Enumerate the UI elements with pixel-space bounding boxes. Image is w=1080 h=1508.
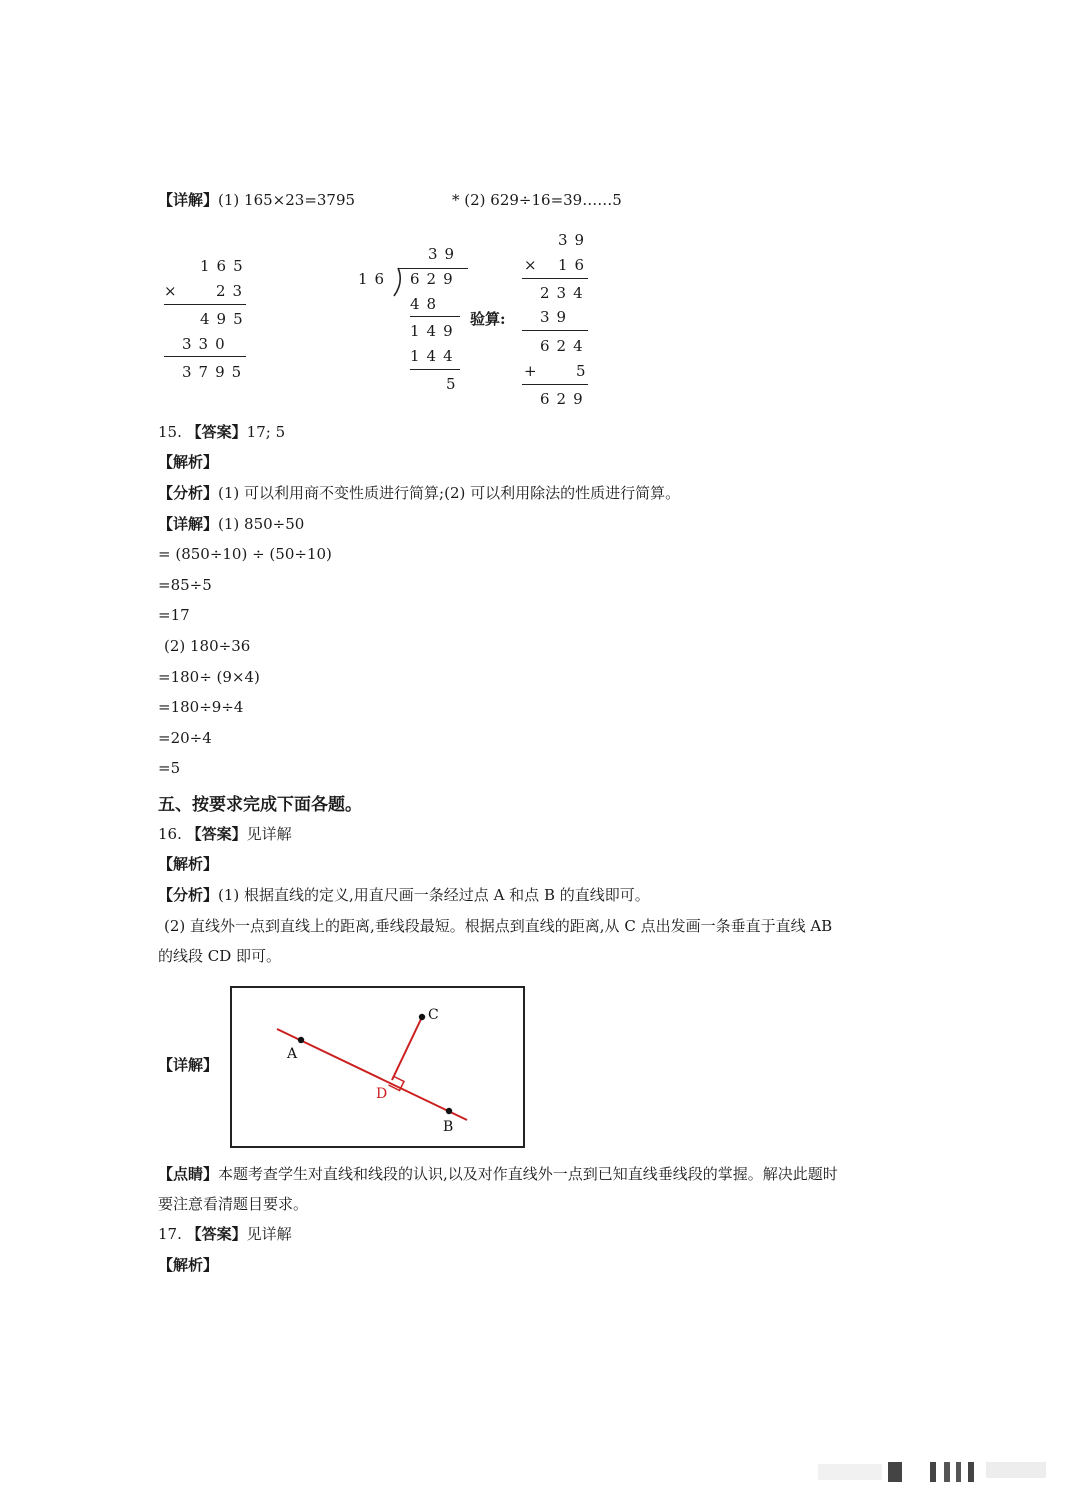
mult-top: 165	[200, 257, 250, 275]
q15-fenxi-text: (1) 可以利用商不变性质进行简算;(2) 可以利用除法的性质进行简算。	[218, 484, 681, 502]
q15-answer-line	[158, 422, 285, 442]
q16-answer-line	[158, 824, 292, 844]
q16-number: 16.	[158, 825, 182, 843]
label-a: A	[287, 1046, 298, 1062]
section-5-heading: 五、按要求完成下面各题。	[158, 795, 362, 815]
div-remainder-1: 149	[410, 322, 460, 340]
q16-dianjing-label: 【点睛】	[158, 1165, 219, 1183]
q17-answer: 见详解	[246, 1225, 292, 1243]
check-top: 39	[558, 231, 592, 249]
label-b: B	[443, 1119, 454, 1135]
mult-times-sign: ×	[164, 282, 184, 300]
mult-rule-2	[164, 356, 246, 357]
q16-fenxi-text-2: (2) 直线外一点到直线上的距离,垂线段最短。根据点到直线的距离,从 C 点出发画一条垂直于直线 AB	[164, 917, 833, 935]
div-step-1: 48	[410, 295, 444, 313]
q15-answer: 17; 5	[246, 423, 286, 441]
q15-step-2: =85÷5	[158, 576, 212, 594]
q16-dianjing-text-1: 本题考查学生对直线和线段的认识,以及对作直线外一点到已知直线垂线段的掌握。解决此题时	[218, 1165, 838, 1183]
q15-step-4: (2) 180÷36	[164, 637, 251, 655]
q15-fenxi-label: 【分析】	[158, 484, 219, 502]
point-b	[446, 1108, 452, 1114]
div-remainder: 5	[446, 375, 463, 393]
point-c	[419, 1014, 425, 1020]
check-rule-3	[522, 384, 588, 385]
label-c: C	[428, 1007, 439, 1023]
div-top-bar	[398, 268, 468, 269]
q15-fenxi-line	[158, 483, 680, 503]
mult-result: 3795	[182, 363, 249, 381]
div-dividend: 629	[410, 270, 460, 288]
q17-analysis-label: 【解析】	[158, 1256, 219, 1274]
mult-second: 23	[216, 282, 250, 300]
mult-partial-2: 330	[182, 335, 232, 353]
check-result: 629	[540, 390, 590, 408]
detail-label: 【详解】	[158, 191, 219, 209]
div-divisor: 16	[358, 270, 392, 288]
q16-answer-label: 【答案】	[186, 825, 247, 843]
q15-detail-label: 【详解】	[158, 515, 219, 533]
q15-step-1: = (850÷10) ÷ (50÷10)	[158, 545, 332, 563]
q17-answer-line	[158, 1224, 292, 1244]
check-rule-2	[522, 330, 588, 331]
q16-dianjing-text-2: 要注意看清题目要求。	[158, 1195, 309, 1213]
check-times-sign: ×	[524, 256, 544, 274]
q16-fenxi-text-3: 的线段 CD 即可。	[158, 947, 282, 965]
q15-analysis-label: 【解析】	[158, 453, 219, 471]
q15-step-7: =20÷4	[158, 729, 212, 747]
q15-answer-label: 【答案】	[186, 423, 247, 441]
geometry-figure	[230, 986, 525, 1148]
div-quotient: 39	[428, 245, 462, 263]
q16-dianjing-line-1	[158, 1164, 838, 1184]
check-add: 5	[576, 362, 593, 380]
segment-cd	[392, 1017, 422, 1080]
q16-answer: 见详解	[246, 825, 292, 843]
q15-number: 15.	[158, 423, 182, 441]
check-plus-sign: +	[524, 362, 544, 380]
q16-detail-label: 【详解】	[158, 1056, 219, 1074]
q15-step-3: =17	[158, 606, 190, 624]
q15-step-8: =5	[158, 759, 181, 777]
label-d: D	[376, 1086, 388, 1102]
check-rule-1	[522, 278, 588, 279]
div-rule-2	[410, 369, 460, 370]
geometry-drawing	[232, 988, 523, 1146]
mult-rule-1	[164, 304, 246, 305]
q17-number: 17.	[158, 1225, 182, 1243]
q15-step-6: =180÷9÷4	[158, 698, 244, 716]
part1-equation: (1) 165×23=3795	[218, 191, 356, 209]
q16-analysis-label: 【解析】	[158, 855, 219, 873]
q16-fenxi-line-1	[158, 885, 650, 905]
detail-line-14	[158, 190, 355, 210]
check-label: 验算:	[470, 310, 506, 328]
mult-partial-1: 495	[200, 310, 250, 328]
check-partial-1: 234	[540, 284, 590, 302]
check-sum: 624	[540, 337, 590, 355]
q15-detail-line	[158, 514, 304, 534]
q15-step-5: =180÷ (9×4)	[158, 668, 260, 686]
division-bracket	[390, 266, 402, 298]
q17-answer-label: 【答案】	[186, 1225, 247, 1243]
q16-fenxi-label: 【分析】	[158, 886, 219, 904]
check-partial-2: 39	[540, 308, 574, 326]
part2-equation: * (2) 629÷16=39……5	[452, 191, 622, 209]
q16-fenxi-text-1: (1) 根据直线的定义,用直尺画一条经过点 A 和点 B 的直线即可。	[218, 886, 650, 904]
point-a	[298, 1037, 304, 1043]
q15-step-0: (1) 850÷50	[218, 515, 305, 533]
line-ab	[277, 1029, 467, 1120]
check-second: 16	[558, 256, 592, 274]
div-rule-1	[410, 316, 460, 317]
div-step-2: 144	[410, 347, 460, 365]
